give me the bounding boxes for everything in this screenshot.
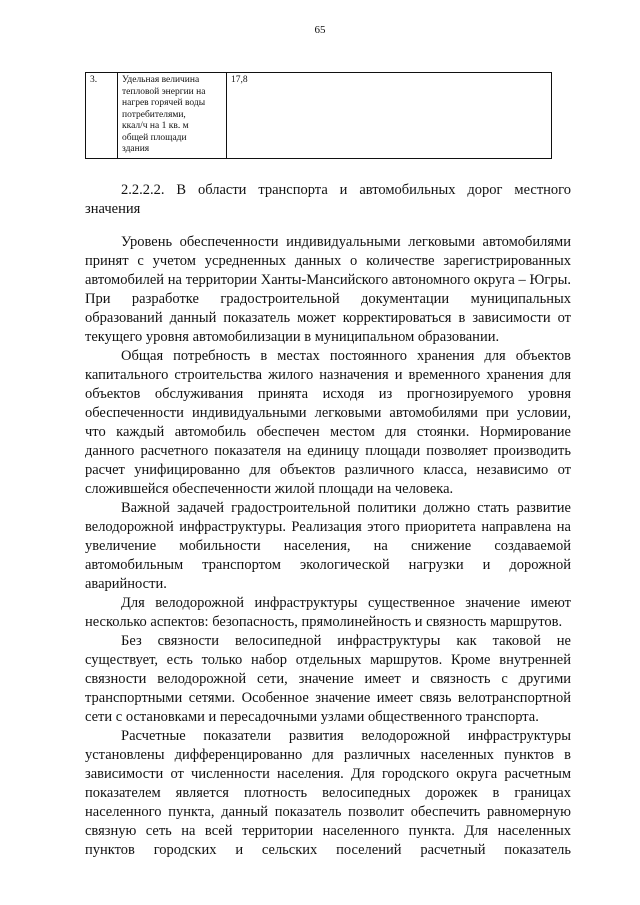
paragraph: Уровень обеспеченности индивидуальными легковыми автомобилями принят с учетом усредненных данных о количестве зарегистрированных автомобилей на территории Ханты-Мансийского автономного округа – Югры. При разработке градостроительной документации муниципальных образований данный показатель может корректироваться в зависимости от текущего уровня автомобилизации в муниципальном образовании. xyxy=(85,234,571,345)
indicator-name-line: здания xyxy=(122,144,150,154)
table-row xyxy=(86,73,552,159)
indicator-table xyxy=(85,72,552,159)
indicator-name-line: общей площади xyxy=(122,132,187,143)
paragraph: Без связности велосипедной инфраструктуры как таковой не существует, есть только набор отдельных маршрутов. Кроме внутренней связности велодорожной сети, значение имеет и связность с другими транспортными сетями. Особенное значение имеет связь велотранспортной сети с остановками и пересадочными узлами общественного транспорта. xyxy=(85,633,571,725)
section-heading: 2.2.2.2. В области транспорта и автомобильных дорог местного значения xyxy=(85,182,571,217)
body-text xyxy=(85,233,571,860)
indicator-name-line: Удельная величина xyxy=(122,75,200,85)
indicator-name-line: нагрев горячей воды xyxy=(122,98,206,108)
page-number: 65 xyxy=(314,24,326,36)
paragraph: Расчетные показатели развития велодорожной инфраструктуры установлены дифференцированно для различных населенных пунктов в зависимости от численности населения. Для городского округа расчетным показателем является плотность велосипедных дорожек в границах населенного пункта, данный показатель позволит обеспечить равномерную связную сеть на всей территории населенного пункта. Для населенных пунктов городских и сельских поселений расчетный показатель xyxy=(85,728,571,858)
row-number-cell: 3. xyxy=(86,73,118,159)
indicator-name-cell xyxy=(118,73,227,159)
indicator-name-line: ккал/ч на 1 кв. м xyxy=(122,121,189,131)
indicator-name-line: потребителями, xyxy=(122,109,186,120)
paragraph: Важной задачей градостроительной политики должно стать развитие велодорожной инфраструктуры. Реализация этого приоритета направлена на увеличение мобильности населения, на снижение создаваемой автомобильным транспортом экологической нагрузки и дорожной аварийности. xyxy=(85,500,571,592)
indicator-value-cell: 17,8 xyxy=(227,73,552,159)
paragraph: Общая потребность в местах постоянного хранения для объектов капитального строительства жилого назначения и временного хранения для объектов обслуживания принята исходя из прогнозируемого уровня обеспеченности индивидуальными легковыми автомобилями при условии, что каждый автомобиль обеспечен местом для стоянки. Нормирование данного расчетного показателя на единицу площади позволяет производить расчет унифицированно для объектов различного класса, независимо от сложившейся обеспеченности жилой площади на человека. xyxy=(85,348,571,497)
indicator-name-line: тепловой энергии на xyxy=(122,86,206,97)
paragraph: Для велодорожной инфраструктуры существенное значение имеют несколько аспектов: безопасность, прямолинейность и связность маршрутов. xyxy=(85,595,571,630)
